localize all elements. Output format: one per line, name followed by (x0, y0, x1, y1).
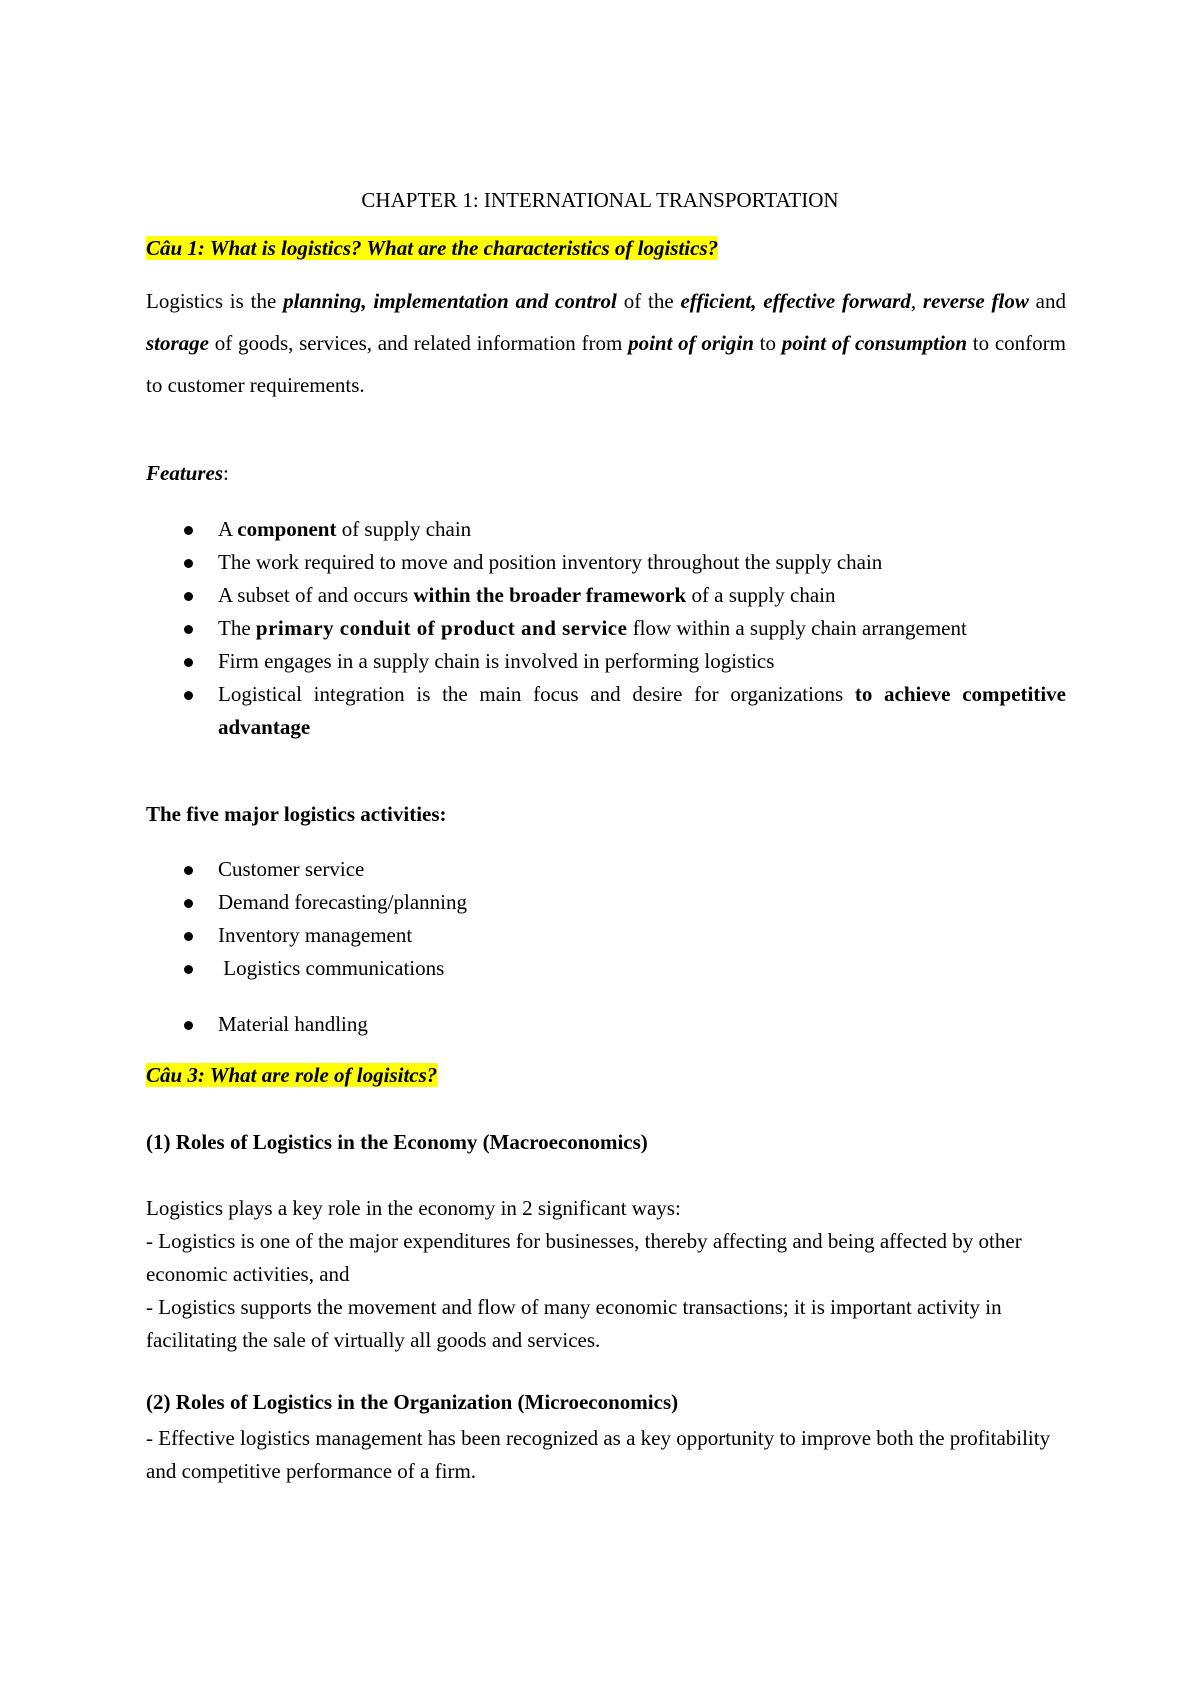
list-item: Logistics communications (146, 952, 1066, 985)
question-1-heading: Câu 1: What is logistics? What are the characteristics of logistics? (146, 236, 719, 260)
bullet-icon (184, 866, 193, 875)
micro-heading-line (146, 1390, 1066, 1415)
logistics-definition: Logistics is the planning, implementation and control of the efficient, effective forward, reverse flow and storage of goods, services, and related information from point of origin to point of consumption to conform to customer requirements. (146, 289, 1066, 397)
definition-emphasis: efficient, effective forward (680, 289, 911, 313)
question-3-heading: Câu 3: What are role of logisitcs? (146, 1063, 438, 1087)
question-1-line (146, 236, 1066, 261)
macro-body (146, 1192, 1066, 1357)
micro-point-1: - Effective logistics management has been recognized as a key opportunity to improve both the profitability and competitive performance of a firm. (146, 1426, 1051, 1483)
features-list (146, 513, 1066, 744)
macro-point-1: - Logistics is one of the major expenditures for businesses, thereby affecting and being affected by other economic activities, and (146, 1229, 1022, 1286)
micro-body (146, 1422, 1066, 1488)
bullet-icon (184, 691, 193, 700)
bullet-icon (184, 1021, 193, 1030)
bullet-icon (184, 965, 193, 974)
bullet-icon (184, 899, 193, 908)
bullet-icon (184, 592, 193, 601)
bullet-icon (184, 625, 193, 634)
list-item: A subset of and occurs within the broader framework of a supply chain (146, 579, 1066, 612)
bullet-icon (184, 932, 193, 941)
list-item: The work required to move and position inventory throughout the supply chain (146, 546, 1066, 579)
definition-emphasis: storage (146, 331, 209, 355)
list-item: Material handling (146, 1008, 1066, 1041)
list-item: Demand forecasting/planning (146, 886, 1066, 919)
definition-emphasis: planning, implementation and control (283, 289, 617, 313)
list-item: Firm engages in a supply chain is involved in performing logistics (146, 645, 1066, 678)
definition-emphasis: reverse flow (922, 289, 1029, 313)
bullet-icon (184, 559, 193, 568)
definition-emphasis: point of origin (628, 331, 754, 355)
list-item: Logistical integration is the main focus and desire for organizations to achieve competitive advantage (146, 678, 1066, 744)
features-label: Features (146, 461, 224, 485)
activities-heading-line (146, 802, 1066, 827)
definition-emphasis: point of consumption (781, 331, 968, 355)
chapter-title: CHAPTER 1: INTERNATIONAL TRANSPORTATION (361, 188, 839, 212)
features-label-line: Features: (146, 461, 229, 485)
list-item: The primary conduit of product and service flow within a supply chain arrangement (146, 612, 1066, 645)
activities-list (146, 853, 1066, 1041)
activities-heading: The five major logistics activities: (146, 802, 447, 826)
list-item: Inventory management (146, 919, 1066, 952)
bullet-icon (184, 658, 193, 667)
question-3-line (146, 1063, 1066, 1088)
macro-point-2: - Logistics supports the movement and flow of many economic transactions; it is important activity in facilitating the sale of virtually all goods and services. (146, 1295, 1002, 1352)
list-item: A component of supply chain (146, 513, 1066, 546)
macro-intro: Logistics plays a key role in the economy in 2 significant ways: (146, 1196, 681, 1220)
macro-heading-line (146, 1130, 1066, 1155)
bullet-icon (184, 526, 193, 535)
list-item: Customer service (146, 853, 1066, 886)
micro-heading: (2) Roles of Logistics in the Organization (Microeconomics) (146, 1390, 679, 1414)
macro-heading: (1) Roles of Logistics in the Economy (Macroeconomics) (146, 1130, 648, 1154)
